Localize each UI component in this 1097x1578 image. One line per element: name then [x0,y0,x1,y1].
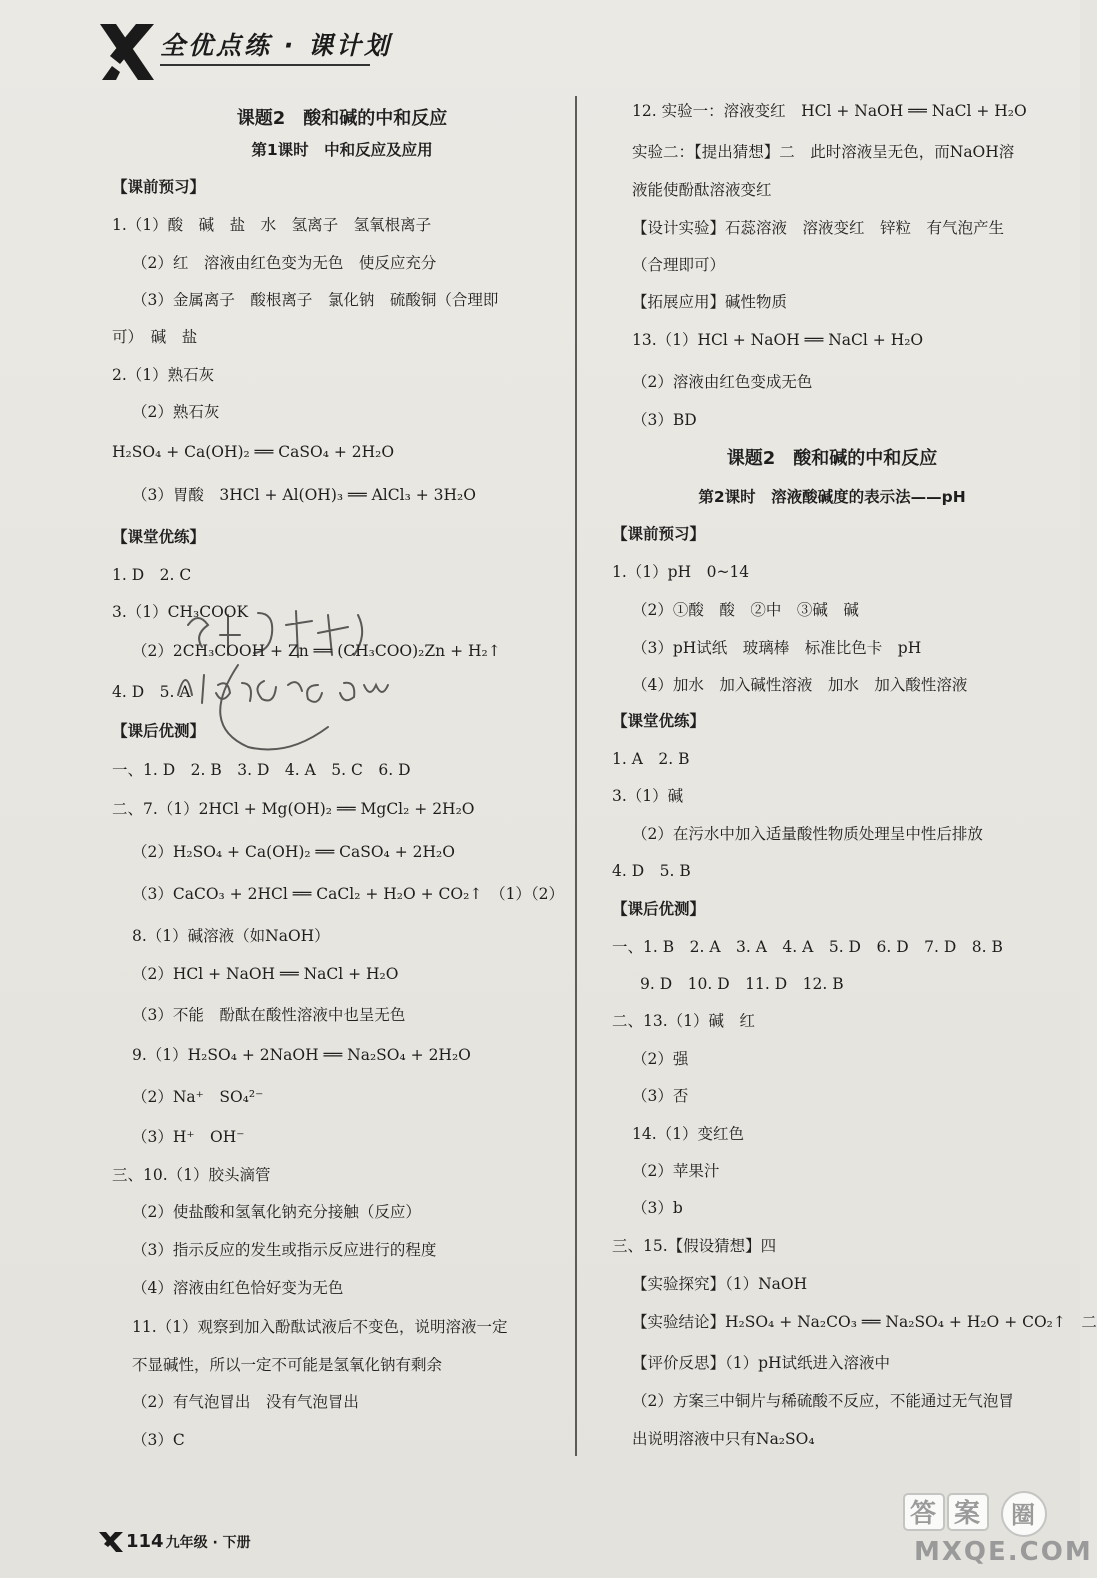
answer-line: 可） 碱 盐 [112,328,198,346]
answer-line: （4）加水 加入碱性溶液 加水 加入酸性溶液 [632,676,968,694]
answer-line: （2）方案三中铜片与稀硫酸不反应，不能通过无气泡冒 [632,1392,1014,1410]
header-rule [160,64,370,66]
section-heading: 【课前预习】 [112,178,206,196]
section-title: 课题2 酸和碱的中和反应 [726,448,938,469]
answer-line: （3）C [132,1431,185,1449]
answer-line: 【实验探究】（1）NaOH [632,1275,808,1293]
answer-line: 12. 实验一：溶液变红 HCl + NaOH ══ NaCl + H₂O [632,102,1027,120]
answer-line: （3）b [632,1199,683,1217]
answer-line: 2.（1）熟石灰 [112,366,215,384]
answer-line: 1.（1）pH 0~14 [612,563,750,581]
footer [126,1531,251,1552]
answer-line: 不显碱性，所以一定不可能是氢氧化钠有剩余 [132,1356,443,1374]
column-divider [575,96,577,1456]
answer-line: 4. D 5. A [112,683,191,701]
answer-line: 三、15.【假设猜想】四 [612,1237,777,1255]
section-heading: 【课后优测】 [112,722,206,740]
answer-line: 二、7.（1）2HCl + Mg(OH)₂ ══ MgCl₂ + 2H₂O [112,800,475,818]
section-heading: 【课后优测】 [612,900,706,918]
section-heading: 【课前预习】 [612,525,706,543]
page-number: 114 [126,1531,164,1552]
answer-line: （3）否 [632,1087,689,1105]
answer-line: 【拓展应用】碱性物质 [632,293,788,311]
answer-line: （2）使盐酸和氢氧化钠充分接触（反应） [132,1203,421,1221]
answer-line: 9.（1）H₂SO₄ + 2NaOH ══ Na₂SO₄ + 2H₂O [132,1046,471,1064]
answer-line: （3）不能 酚酞在酸性溶液中也呈无色 [132,1006,406,1024]
answer-line: （2）强 [632,1050,689,1068]
answer-line: 1. D 2. C [112,566,192,584]
answer-line: （3）指示反应的发生或指示反应进行的程度 [132,1241,437,1259]
lesson-subtitle: 第2课时 溶液酸碱度的表示法——pH [698,488,966,506]
answer-line: （2）H₂SO₄ + Ca(OH)₂ ══ CaSO₄ + 2H₂O [132,843,455,861]
footer-logo-icon [98,1530,124,1554]
brand-logo-icon [98,20,156,84]
answer-line: 【评价反思】（1）pH试纸进入溶液中 [632,1354,891,1372]
answer-line: 一、1. D 2. B 3. D 4. A 5. C 6. D [112,761,411,779]
handwritten-watermark [168,585,408,755]
answer-line: （2）2CH₃COOH + Zn ══ (CH₃COO)₂Zn + H₂↑ [132,642,501,660]
answer-line: 【实验结论】H₂SO₄ + Na₂CO₃ ══ Na₂SO₄ + H₂O + CO₂↑ 二 [632,1313,1097,1331]
answer-line: 三、10.（1）胶头滴管 [112,1166,271,1184]
answer-line: 13.（1）HCl + NaOH ══ NaCl + H₂O [632,331,924,349]
answer-line: （2）苹果汁 [632,1162,720,1180]
answer-line: （2）HCl + NaOH ══ NaCl + H₂O [132,965,399,983]
answer-line: （2）熟石灰 [132,403,220,421]
svg-text:MXQE.COM: MXQE.COM [914,1537,1093,1567]
answer-line: （2）Na⁺ SO₄²⁻ [132,1088,264,1106]
answer-line: 11.（1）观察到加入酚酞试液后不变色，说明溶液一定 [132,1318,508,1336]
svg-text:答: 答 [910,1499,937,1529]
answer-line: （3）CaCO₃ + 2HCl ══ CaCl₂ + H₂O + CO₂↑ （1）（2） [132,885,565,903]
grade-label: 九年级 · 下册 [165,1535,251,1551]
answer-line: 14.（1）变红色 [632,1125,745,1143]
answer-line: 一、1. B 2. A 3. A 4. A 5. D 6. D 7. D 8. B [612,938,1003,956]
answer-line: H₂SO₄ + Ca(OH)₂ ══ CaSO₄ + 2H₂O [112,443,395,461]
corner-watermark [900,1490,1093,1570]
answer-line: （3）BD [632,411,697,429]
answer-line: 3.（1）CH₃COOK [112,603,249,621]
brand-title: 全优点练 · 课计划 [160,31,392,60]
answer-line: （4）溶液由红色恰好变为无色 [132,1279,344,1297]
answer-line: （合理即可） [632,256,726,274]
answer-line: （3）金属离子 酸根离子 氯化钠 硫酸铜（合理即 [132,291,499,309]
lesson-subtitle: 第1课时 中和反应及应用 [251,141,433,159]
answer-line: 【设计实验】石蕊溶液 溶液变红 锌粒 有气泡产生 [632,219,1005,237]
answer-line: 1. A 2. B [612,750,690,768]
svg-text:案: 案 [954,1499,981,1529]
answer-line: （2）红 溶液由红色变为无色 使反应充分 [132,254,437,272]
answer-line: 1.（1）酸 碱 盐 水 氢离子 氢氧根离子 [112,216,432,234]
answer-line: 二、13.（1）碱 红 [612,1012,756,1030]
answer-line: （3）胃酸 3HCl + Al(OH)₃ ══ AlCl₃ + 3H₂O [132,486,476,504]
answer-line: 液能使酚酞溶液变红 [632,181,772,199]
section-heading: 【课堂优练】 [612,712,706,730]
answer-line: 3.（1）碱 [612,787,684,805]
section-heading: 【课堂优练】 [112,528,206,546]
section-title: 课题2 酸和碱的中和反应 [236,108,448,129]
answer-line: （2）在污水中加入适量酸性物质处理呈中性后排放 [632,825,983,843]
answer-line: （2）有气泡冒出 没有气泡冒出 [132,1393,359,1411]
answer-line: 8.（1）碱溶液（如NaOH） [132,927,330,945]
answer-line: （2）溶液由红色变成无色 [632,373,813,391]
svg-text:圈: 圈 [1011,1501,1035,1529]
answer-line: 出说明溶液中只有Na₂SO₄ [632,1430,815,1448]
answer-line: （3）H⁺ OH⁻ [132,1128,245,1146]
answer-line: 4. D 5. B [612,862,691,880]
answer-line: 实验二：【提出猜想】二 此时溶液呈无色，而NaOH溶 [632,143,1015,161]
answer-line: （2）①酸 酸 ②中 ③碱 碱 [632,601,859,619]
answer-line: 9. D 10. D 11. D 12. B [640,975,844,993]
answer-line: （3）pH试纸 玻璃棒 标准比色卡 pH [632,639,922,657]
